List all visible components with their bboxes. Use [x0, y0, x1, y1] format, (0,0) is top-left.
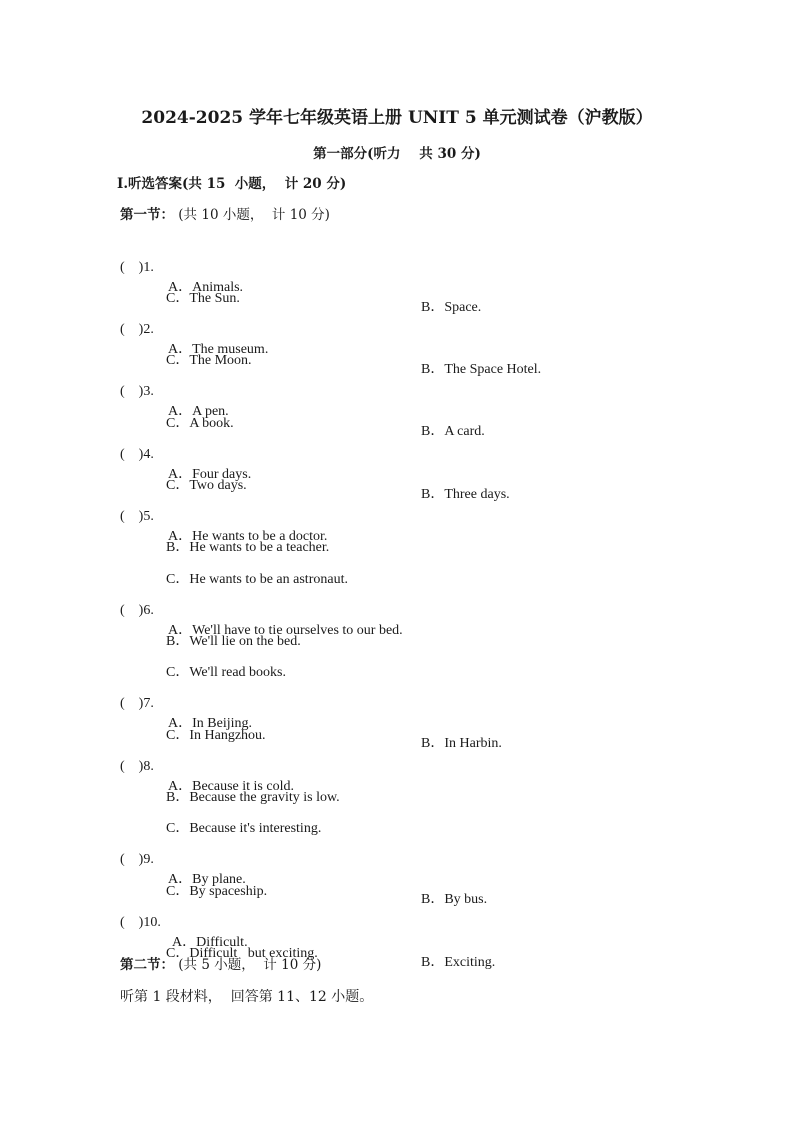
option-c: C．The Sun. — [166, 291, 240, 306]
option-c: C．A book. — [166, 416, 234, 431]
option-a: A．Four days. — [168, 467, 252, 482]
option-b: B．We'll lie on the bed. — [166, 634, 301, 649]
option-a: A．The museum. — [168, 342, 269, 357]
question-number: ( )6. — [120, 603, 154, 618]
option-b: B．In Harbin. — [421, 736, 502, 751]
question-row-sub — [0, 862, 794, 899]
option-c: C．By spaceship. — [166, 884, 268, 899]
question-row-sub — [0, 612, 794, 649]
section-heading: Ⅰ.听选答案(共 15 小题， 计 20 分) — [117, 176, 347, 192]
option-b: B．Three days. — [421, 487, 510, 502]
option-c: C．In Hangzhou. — [166, 728, 266, 743]
question-row-sub — [0, 331, 794, 368]
option-b: B．A card. — [421, 424, 485, 439]
option-b: B．The Space Hotel. — [421, 362, 542, 377]
option-b: B．Because the gravity is low. — [166, 790, 340, 805]
subsection-heading-1 — [120, 205, 330, 225]
subsection-label: 第二节： — [120, 957, 174, 973]
option-c: C．He wants to be an astronaut. — [166, 572, 348, 587]
listening-instruction: 听第 1 段材料， 回答第 11、12 小题。 — [120, 989, 374, 1005]
question-row-sub — [0, 269, 794, 306]
option-a: A．Because it is cold. — [168, 779, 294, 794]
option-c: C．Difficult but exciting. — [166, 946, 318, 961]
question-number: ( )9. — [120, 852, 154, 867]
question-row-sub — [0, 643, 794, 680]
question-row — [0, 737, 794, 794]
question-row — [0, 581, 794, 638]
question-row-sub — [0, 518, 794, 555]
subsection-info: (共 5 小题， 计 10 分) — [174, 957, 322, 973]
option-b: B．Space. — [421, 300, 482, 315]
option-a: A．He wants to be a doctor. — [168, 529, 328, 544]
question-row-sub — [0, 456, 794, 493]
subsection-heading-2 — [120, 955, 321, 975]
option-b: B．Exciting. — [421, 955, 496, 970]
question-row-sub — [0, 924, 794, 961]
subsection-info: (共 10 小题， 计 10 分) — [174, 207, 330, 223]
option-c: C．The Moon. — [166, 353, 252, 368]
question-number: ( )7. — [120, 696, 154, 711]
part-title: 第一部分(听力 共 30 分) — [313, 146, 481, 162]
option-a: A．Difficult. — [172, 935, 248, 950]
option-a: A．A pen. — [168, 404, 229, 419]
option-b: B．He wants to be a teacher. — [166, 540, 330, 555]
option-c: C．We'll read books. — [166, 665, 286, 680]
question-row-sub — [0, 394, 794, 431]
question-number: ( )2. — [120, 322, 154, 337]
question-number: ( )10. — [120, 915, 161, 930]
question-row-sub — [0, 768, 794, 805]
option-a: A．Animals. — [168, 280, 244, 295]
option-a: A．In Beijing. — [168, 716, 252, 731]
subsection-label: 第一节： — [120, 207, 174, 223]
question-number: ( )3. — [120, 384, 154, 399]
question-row-sub — [0, 706, 794, 743]
question-row-sub — [0, 550, 794, 587]
option-c: C．Two days. — [166, 478, 247, 493]
question-number: ( )5. — [120, 509, 154, 524]
page-title: 2024-2025 学年七年级英语上册 UNIT 5 单元测试卷（沪教版） — [141, 108, 653, 128]
question-row — [0, 487, 794, 544]
option-a: A．We'll have to tie ourselves to our bed. — [168, 623, 403, 638]
question-number: ( )4. — [120, 447, 154, 462]
question-number: ( )1. — [120, 260, 154, 275]
option-b: B．By bus. — [421, 892, 488, 907]
option-c: C．Because it's interesting. — [166, 821, 322, 836]
option-a: A．By plane. — [168, 872, 246, 887]
question-number: ( )8. — [120, 759, 154, 774]
question-row-sub — [0, 799, 794, 836]
